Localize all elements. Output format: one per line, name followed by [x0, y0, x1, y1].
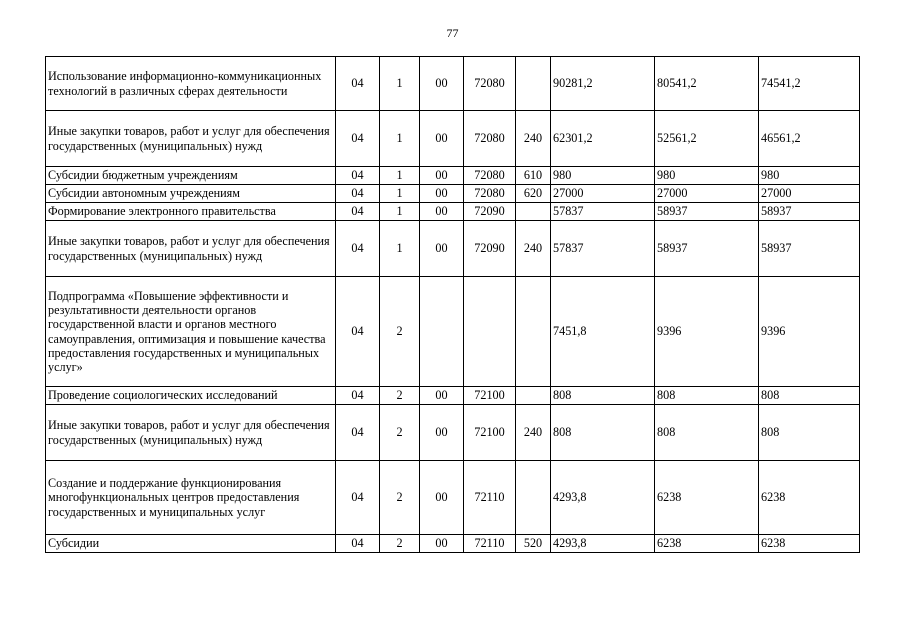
- row-group: 00: [420, 387, 464, 405]
- row-expense-type: [516, 277, 551, 387]
- row-subprogram: 1: [380, 185, 420, 203]
- row-year-2: 27000: [655, 185, 759, 203]
- row-section: 04: [336, 203, 380, 221]
- row-name: Формирование электронного правительства: [46, 203, 336, 221]
- row-expense-type: [516, 203, 551, 221]
- row-subprogram: 2: [380, 461, 420, 535]
- row-year-2: 58937: [655, 203, 759, 221]
- row-year-1: 57837: [551, 221, 655, 277]
- row-subprogram: 1: [380, 167, 420, 185]
- row-expense-type: 240: [516, 405, 551, 461]
- row-group: 00: [420, 167, 464, 185]
- row-expense-type: [516, 461, 551, 535]
- row-group: 00: [420, 221, 464, 277]
- row-year-1: 57837: [551, 203, 655, 221]
- row-section: 04: [336, 461, 380, 535]
- row-year-1: 808: [551, 387, 655, 405]
- page-number: 77: [446, 26, 459, 40]
- row-expense-type: [516, 387, 551, 405]
- row-subprogram: 1: [380, 203, 420, 221]
- row-year-3: 808: [759, 405, 860, 461]
- table-row: [46, 57, 860, 111]
- row-expense-type: 520: [516, 535, 551, 553]
- row-year-1: 62301,2: [551, 111, 655, 167]
- row-target-code: 72080: [464, 111, 516, 167]
- row-name: Подпрограмма «Повышение эффективности и результативности деятельности органов государственной власти и органов местного самоуправления, оптимизация и повышение качества предоставления государственных и муниципальных услуг»: [46, 277, 336, 387]
- row-expense-type: 620: [516, 185, 551, 203]
- row-year-3: 980: [759, 167, 860, 185]
- row-year-1: 4293,8: [551, 461, 655, 535]
- row-name: Иные закупки товаров, работ и услуг для обеспечения государственных (муниципальных) нужд: [46, 405, 336, 461]
- row-year-3: 58937: [759, 221, 860, 277]
- row-expense-type: [516, 57, 551, 111]
- row-year-3: 58937: [759, 203, 860, 221]
- row-target-code: 72100: [464, 405, 516, 461]
- row-group: 00: [420, 185, 464, 203]
- row-target-code: 72110: [464, 461, 516, 535]
- row-group: 00: [420, 57, 464, 111]
- table-row: [46, 405, 860, 461]
- row-section: 04: [336, 535, 380, 553]
- budget-table: [45, 56, 860, 553]
- row-year-2: 52561,2: [655, 111, 759, 167]
- row-target-code: [464, 277, 516, 387]
- row-group: 00: [420, 203, 464, 221]
- row-year-2: 58937: [655, 221, 759, 277]
- row-subprogram: 2: [380, 535, 420, 553]
- row-subprogram: 2: [380, 387, 420, 405]
- table-row: [46, 277, 860, 387]
- row-name: Использование информационно-коммуникационных технологий в различных сферах деятельности: [46, 57, 336, 111]
- row-group: 00: [420, 535, 464, 553]
- row-year-2: 980: [655, 167, 759, 185]
- row-target-code: 72080: [464, 185, 516, 203]
- table-row: [46, 535, 860, 553]
- row-subprogram: 2: [380, 405, 420, 461]
- row-year-1: 808: [551, 405, 655, 461]
- row-year-3: 27000: [759, 185, 860, 203]
- row-year-3: 6238: [759, 461, 860, 535]
- row-target-code: 72100: [464, 387, 516, 405]
- row-group: [420, 277, 464, 387]
- row-year-1: 90281,2: [551, 57, 655, 111]
- row-name: Иные закупки товаров, работ и услуг для обеспечения государственных (муниципальных) нужд: [46, 221, 336, 277]
- table-row: [46, 185, 860, 203]
- row-target-code: 72080: [464, 57, 516, 111]
- row-year-3: 46561,2: [759, 111, 860, 167]
- row-name: Субсидии бюджетным учреждениям: [46, 167, 336, 185]
- row-year-3: 9396: [759, 277, 860, 387]
- row-section: 04: [336, 221, 380, 277]
- row-section: 04: [336, 277, 380, 387]
- row-expense-type: 610: [516, 167, 551, 185]
- row-year-2: 9396: [655, 277, 759, 387]
- table-row: [46, 111, 860, 167]
- row-name: Субсидии автономным учреждениям: [46, 185, 336, 203]
- row-group: 00: [420, 111, 464, 167]
- row-subprogram: 1: [380, 221, 420, 277]
- row-target-code: 72090: [464, 221, 516, 277]
- row-year-3: 74541,2: [759, 57, 860, 111]
- row-section: 04: [336, 57, 380, 111]
- row-name: Субсидии: [46, 535, 336, 553]
- table-row: [46, 167, 860, 185]
- row-target-code: 72110: [464, 535, 516, 553]
- row-year-2: 6238: [655, 461, 759, 535]
- table-row: [46, 203, 860, 221]
- row-year-2: 6238: [655, 535, 759, 553]
- table-row: [46, 461, 860, 535]
- row-name: Создание и поддержание функционирования многофункциональных центров предоставления государственных и муниципальных услуг: [46, 461, 336, 535]
- table-row: [46, 221, 860, 277]
- row-year-1: 27000: [551, 185, 655, 203]
- row-group: 00: [420, 461, 464, 535]
- row-subprogram: 1: [380, 57, 420, 111]
- row-year-1: 7451,8: [551, 277, 655, 387]
- row-section: 04: [336, 405, 380, 461]
- row-group: 00: [420, 405, 464, 461]
- row-year-3: 6238: [759, 535, 860, 553]
- row-year-1: 980: [551, 167, 655, 185]
- row-target-code: 72090: [464, 203, 516, 221]
- row-section: 04: [336, 185, 380, 203]
- row-name: Иные закупки товаров, работ и услуг для обеспечения государственных (муниципальных) нужд: [46, 111, 336, 167]
- row-subprogram: 2: [380, 277, 420, 387]
- row-section: 04: [336, 111, 380, 167]
- row-year-3: 808: [759, 387, 860, 405]
- row-section: 04: [336, 387, 380, 405]
- row-subprogram: 1: [380, 111, 420, 167]
- row-year-2: 80541,2: [655, 57, 759, 111]
- row-name: Проведение социологических исследований: [46, 387, 336, 405]
- row-year-1: 4293,8: [551, 535, 655, 553]
- row-year-2: 808: [655, 405, 759, 461]
- table-row: [46, 387, 860, 405]
- row-section: 04: [336, 167, 380, 185]
- row-expense-type: 240: [516, 221, 551, 277]
- row-expense-type: 240: [516, 111, 551, 167]
- row-target-code: 72080: [464, 167, 516, 185]
- row-year-2: 808: [655, 387, 759, 405]
